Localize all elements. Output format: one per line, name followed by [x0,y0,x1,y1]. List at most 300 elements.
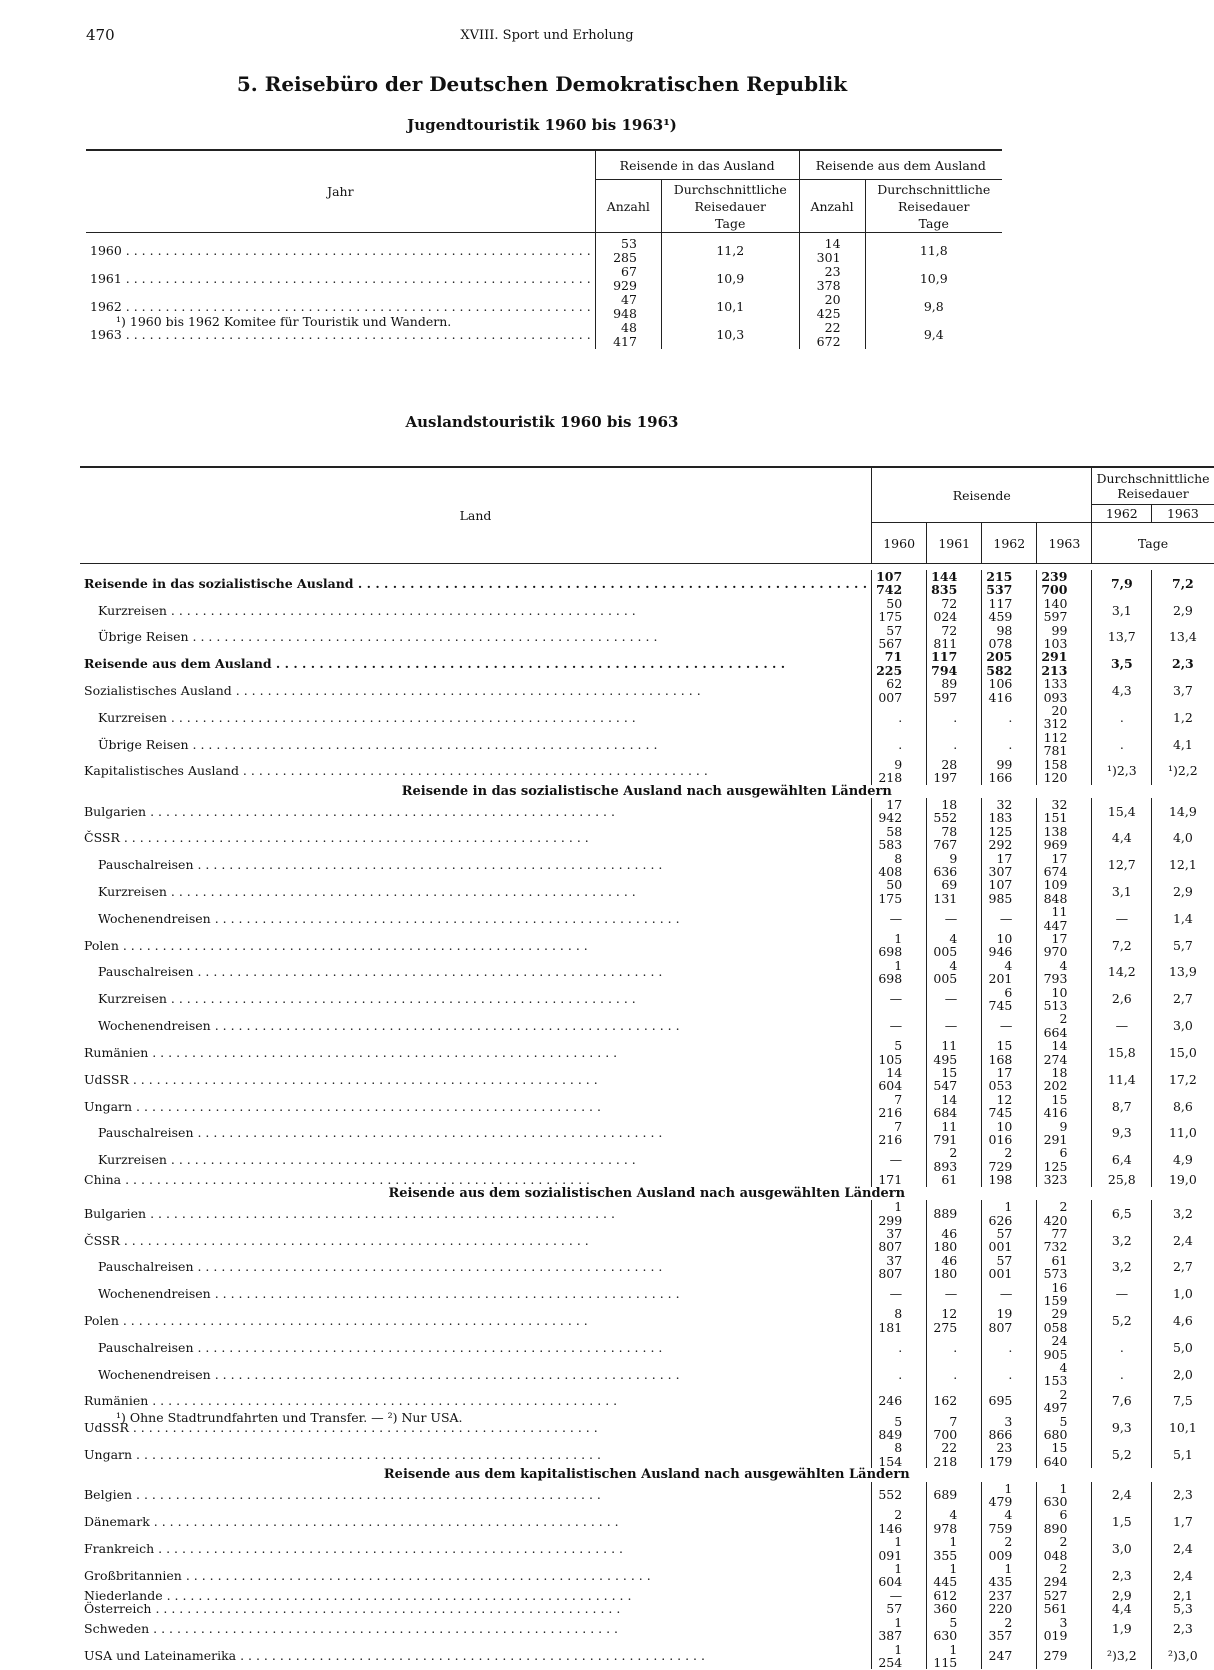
duration-cell: 3,0 [1152,1012,1214,1039]
table-row [80,624,1214,651]
travellers-cell: 78 767 [927,825,982,852]
table-row [86,233,1002,266]
travellers-cell: 140 597 [1037,597,1092,624]
duration-cell: 2,4 [1152,1562,1214,1589]
out-days-cell: 10,1 [661,293,799,321]
duration-cell: 2,3 [1152,1482,1214,1509]
row-label: China . . . [84,1172,590,1187]
travellers-cell: 1 387 [872,1616,927,1643]
travellers-cell: 6 745 [982,986,1037,1013]
duration-cell: 1,5 [1092,1508,1152,1535]
travellers-cell: — [927,905,982,932]
row-label: Wochenendreisen . . . [98,1367,680,1382]
duration-cell: 6,5 [1092,1200,1152,1227]
travellers-cell: 71 225 [872,650,927,677]
duration-cell: 15,8 [1092,1039,1152,1066]
table-row [80,1334,1214,1361]
travellers-cell: 50 175 [872,597,927,624]
table-row [80,1227,1214,1254]
travellers-cell: 57 567 [872,624,927,651]
to-abroad-header: Reisende in das Ausland [595,150,799,180]
travellers-cell: 171 [872,1173,927,1186]
country-cell [80,597,872,624]
table-row [86,265,1002,293]
travellers-cell: . [982,704,1037,731]
travellers-cell: — [927,1281,982,1308]
row-label: UdSSR . . . [84,1072,598,1087]
chapter-heading: XVIII. Sport und Erholung [460,28,634,43]
travellers-cell: 22 218 [927,1441,982,1468]
row-label: Schweden . . . [84,1621,618,1636]
country-cell [80,1441,872,1468]
travellers-cell: — [927,986,982,1013]
country-cell [80,1093,872,1120]
table-row [80,1093,1214,1120]
travellers-cell: 689 [927,1482,982,1509]
travellers-cell: — [872,1589,927,1602]
row-label: Kurzreisen . . . [98,603,636,618]
foreign-footnote: ¹) Ohne Stadtrundfahrten und Transfer. — ²) Nur USA. [116,1410,463,1425]
travellers-cell: 98 078 [982,624,1037,651]
duration-cell: 1,9 [1092,1616,1152,1643]
country-cell [80,1535,872,1562]
duration-cell: 9,3 [1092,1120,1152,1147]
row-label: Rumänien . . . [84,1045,617,1060]
travellers-cell: 18 202 [1037,1066,1092,1093]
table-row [80,1482,1214,1509]
travellers-cell: 72 811 [927,624,982,651]
country-cell [80,758,872,785]
row-label: USA und Lateinamerika . . . [84,1648,705,1663]
duration-cell: 4,6 [1152,1307,1214,1334]
row-label: Frankreich . . . [84,1541,623,1556]
table-row [80,570,1214,597]
country-cell [80,959,872,986]
year-cell [86,233,595,266]
duration-cell: 12,7 [1092,852,1152,879]
duration-cell: 5,0 [1152,1334,1214,1361]
travellers-cell: 8 181 [872,1307,927,1334]
duration-cell: 14,9 [1152,798,1214,825]
travellers-cell: . [872,1361,927,1388]
table-row [80,1508,1214,1535]
travellers-cell: 360 [927,1602,982,1615]
youth-table-title: Jugendtouristik 1960 bis 1963¹) [407,116,677,134]
row-label: Pauschalreisen . . . [98,1340,662,1355]
country-cell [80,1602,872,1615]
duration-cell: 4,9 [1152,1146,1214,1173]
duration-cell: ¹)2,3 [1092,758,1152,785]
duration-cell: 3,2 [1092,1254,1152,1281]
travellers-cell: 106 416 [982,677,1037,704]
table-row [80,1307,1214,1334]
row-label: Pauschalreisen . . . [98,964,662,979]
in-count-cell: 22 672 [799,321,865,349]
duration-header: Durchschnittliche Reisedauer [1092,467,1214,505]
table-row [80,1120,1214,1147]
travellers-cell: 237 [982,1589,1037,1602]
travellers-cell: 8 154 [872,1441,927,1468]
travellers-cell: . [872,704,927,731]
travellers-cell: 2 048 [1037,1535,1092,1562]
travellers-cell: . [982,731,1037,758]
block-title-row [80,785,1214,798]
country-cell [80,852,872,879]
duration-cell: 14,2 [1092,959,1152,986]
travellers-cell: 612 [927,1589,982,1602]
row-label: Pauschalreisen . . . [98,1125,662,1140]
duration-cell: 7,5 [1152,1388,1214,1415]
days-header: Tage [1092,523,1214,564]
block-title-row [80,1468,1214,1481]
out-days-cell: 10,9 [661,265,799,293]
duration-cell: 8,7 [1092,1093,1152,1120]
in-count-header: Anzahl [799,180,865,233]
country-cell [80,1562,872,1589]
row-label: Bulgarien . . . [84,1206,615,1221]
travellers-cell: 46 180 [927,1254,982,1281]
duration-cell: 4,1 [1152,731,1214,758]
travellers-cell: 4 005 [927,959,982,986]
travellers-cell: . [872,731,927,758]
duration-cell: 2,4 [1152,1227,1214,1254]
travellers-cell: 279 [1037,1643,1092,1670]
travellers-cell: . [982,1361,1037,1388]
table-row [80,825,1214,852]
table-row [80,704,1214,731]
out-days-cell: 10,3 [661,321,799,349]
page-number: 470 [86,26,115,44]
country-cell [80,677,872,704]
duration-cell: 9,3 [1092,1415,1152,1442]
block-title: Reisende in das sozialistische Ausland nach ausgewählten Ländern [401,783,892,799]
duration-cell: 10,1 [1152,1415,1214,1442]
travellers-cell: 58 583 [872,825,927,852]
travellers-cell: 2 294 [1037,1562,1092,1589]
table-row [80,852,1214,879]
travellers-cell: 107 742 [872,570,927,597]
table-row [80,1602,1214,1615]
year-cell [86,265,595,293]
year-1960-header: 1960 [872,523,927,564]
country-cell [80,1482,872,1509]
duration-cell: 19,0 [1152,1173,1214,1186]
travellers-cell: 1 604 [872,1562,927,1589]
duration-cell: ²)3,2 [1092,1643,1152,1670]
travellers-cell: 11 791 [927,1120,982,1147]
row-label: Wochenendreisen . . . [98,1286,680,1301]
year-label: 1963 . . . [90,327,591,342]
travellers-cell: 1 479 [982,1482,1037,1509]
travellers-cell: 291 213 [1037,650,1092,677]
travellers-cell: 1 626 [982,1200,1037,1227]
duration-cell: 5,3 [1152,1602,1214,1615]
travellers-cell: 11 447 [1037,905,1092,932]
year-1963-header: 1963 [1037,523,1092,564]
travellers-cell: 24 905 [1037,1334,1092,1361]
table-row [80,1146,1214,1173]
country-cell [80,905,872,932]
travellers-header: Reisende [872,467,1092,523]
row-label: Niederlande . . . [84,1588,631,1603]
in-days-cell: 9,8 [865,293,1002,321]
travellers-cell: 5 680 [1037,1415,1092,1442]
country-cell [80,704,872,731]
table-row [80,1441,1214,1468]
duration-cell: 5,7 [1152,932,1214,959]
duration-cell: 2,9 [1152,597,1214,624]
year-header: Jahr [86,150,595,233]
travellers-cell: 1 630 [1037,1482,1092,1509]
travellers-cell: 158 120 [1037,758,1092,785]
table-row [80,986,1214,1013]
table-row [80,1643,1214,1670]
country-cell [80,1361,872,1388]
travellers-cell: 7 216 [872,1093,927,1120]
table-row [80,650,1214,677]
table-row [80,1535,1214,1562]
duration-cell: 15,4 [1092,798,1152,825]
table-row [80,959,1214,986]
travellers-cell: 138 969 [1037,825,1092,852]
travellers-cell: 2 009 [982,1535,1037,1562]
row-label: Ungarn . . . [84,1099,601,1114]
duration-cell: 4,0 [1152,825,1214,852]
duration-cell: 2,3 [1152,650,1214,677]
travellers-cell: 9 218 [872,758,927,785]
in-days-cell: 9,4 [865,321,1002,349]
country-cell [80,624,872,651]
duration-cell: 13,4 [1152,624,1214,651]
duration-cell: ¹)2,2 [1152,758,1214,785]
travellers-cell: 57 001 [982,1227,1037,1254]
travellers-cell: 12 745 [982,1093,1037,1120]
travellers-cell: 57 [872,1602,927,1615]
foreign-table-title: Auslandstouristik 1960 bis 1963 [405,413,679,431]
travellers-cell: 1 355 [927,1535,982,1562]
travellers-cell: 112 781 [1037,731,1092,758]
travellers-cell: 889 [927,1200,982,1227]
country-cell [80,1227,872,1254]
row-label: Pauschalreisen . . . [98,1259,662,1274]
travellers-cell: 125 292 [982,825,1037,852]
duration-cell: 2,7 [1152,1254,1214,1281]
out-count-header: Anzahl [595,180,661,233]
row-label: Kurzreisen . . . [98,884,636,899]
table-row [80,677,1214,704]
out-count-cell: 67 929 [595,265,661,293]
table-row [80,731,1214,758]
travellers-cell: — [927,1012,982,1039]
duration-cell: 5,2 [1092,1307,1152,1334]
duration-cell: 4,3 [1092,677,1152,704]
travellers-cell: 6 125 [1037,1146,1092,1173]
travellers-cell: . [982,1334,1037,1361]
travellers-cell: 14 684 [927,1093,982,1120]
travellers-cell: 14 274 [1037,1039,1092,1066]
country-cell [80,1281,872,1308]
travellers-cell: 17 053 [982,1066,1037,1093]
table-row [80,1200,1214,1227]
row-label: Übrige Reisen . . . [98,629,657,644]
travellers-cell: — [982,1281,1037,1308]
year-label: 1961 . . . [90,271,591,286]
duration-cell: . [1092,1361,1152,1388]
travellers-cell: 18 552 [927,798,982,825]
row-label: UdSSR . . . [84,1420,598,1435]
travellers-cell: 1 435 [982,1562,1037,1589]
country-cell [80,1254,872,1281]
travellers-cell: 19 807 [982,1307,1037,1334]
duration-cell: 2,9 [1152,878,1214,905]
travellers-cell: 69 131 [927,878,982,905]
country-cell [80,1307,872,1334]
country-cell [80,1200,872,1227]
table-row [80,798,1214,825]
block-title: Reisende aus dem sozialistischen Ausland nach ausgewählten Ländern [388,1185,906,1201]
travellers-cell: 1 698 [872,932,927,959]
travellers-cell: . [872,1334,927,1361]
duration-cell: 11,0 [1152,1120,1214,1147]
country-cell [80,825,872,852]
country-cell [80,1173,872,1186]
country-cell [80,1039,872,1066]
duration-cell: 3,2 [1152,1200,1214,1227]
travellers-cell: 15 168 [982,1039,1037,1066]
duration-cell: . [1092,704,1152,731]
travellers-cell: . [927,731,982,758]
duration-cell: ²)3,0 [1152,1643,1214,1670]
country-cell [80,650,872,677]
country-cell [80,1334,872,1361]
in-count-cell: 20 425 [799,293,865,321]
travellers-cell: 99 166 [982,758,1037,785]
travellers-cell: 62 007 [872,677,927,704]
travellers-cell: 4 201 [982,959,1037,986]
duration-cell: 2,3 [1092,1562,1152,1589]
duration-cell: 3,1 [1092,597,1152,624]
country-cell [80,1120,872,1147]
row-label: ČSSR . . . [84,1233,589,1248]
travellers-cell: 5 630 [927,1616,982,1643]
travellers-cell: 1 254 [872,1643,927,1670]
section-title: 5. Reisebüro der Deutschen Demokratischen Republik [236,72,848,96]
row-label: Polen . . . [84,938,588,953]
travellers-cell: 29 058 [1037,1307,1092,1334]
travellers-cell: 117 459 [982,597,1037,624]
row-label: Ungarn . . . [84,1447,601,1462]
dur-year-1962: 1962 [1092,505,1152,523]
duration-cell: 2,3 [1152,1616,1214,1643]
duration-cell: 4,4 [1092,825,1152,852]
duration-cell: 1,0 [1152,1281,1214,1308]
travellers-cell: — [982,1012,1037,1039]
row-label: Belgien . . . [84,1487,601,1502]
travellers-cell: 7 216 [872,1120,927,1147]
travellers-cell: 323 [1037,1173,1092,1186]
foreign-tourism-table [80,466,1214,1669]
travellers-cell: 99 103 [1037,624,1092,651]
travellers-cell: 3 019 [1037,1616,1092,1643]
table-row [80,878,1214,905]
travellers-cell: 32 183 [982,798,1037,825]
row-label: Polen . . . [84,1313,588,1328]
row-label: Bulgarien . . . [84,804,615,819]
row-label: Österreich . . . [84,1601,620,1616]
country-cell [80,878,872,905]
country-cell [80,570,872,597]
travellers-cell: 2 357 [982,1616,1037,1643]
travellers-cell: 162 [927,1388,982,1415]
travellers-cell: 5 105 [872,1039,927,1066]
duration-cell: 2,1 [1152,1589,1214,1602]
travellers-cell: 247 [982,1643,1037,1670]
duration-cell: 7,6 [1092,1388,1152,1415]
travellers-cell: 10 946 [982,932,1037,959]
row-label: Reisende in das sozialistische Ausland . . . [84,576,867,591]
table-row [80,1361,1214,1388]
travellers-cell: 3 866 [982,1415,1037,1442]
travellers-cell: — [872,1146,927,1173]
row-label: Pauschalreisen . . . [98,857,662,872]
travellers-cell: 9 291 [1037,1120,1092,1147]
duration-cell: . [1092,731,1152,758]
country-cell [80,932,872,959]
travellers-cell: 2 729 [982,1146,1037,1173]
duration-cell: 7,2 [1152,570,1214,597]
row-label: Reisende aus dem Ausland . . . [84,656,785,671]
duration-cell: 6,4 [1092,1146,1152,1173]
travellers-cell: 1 115 [927,1643,982,1670]
year-label: 1962 . . . [90,299,591,314]
in-days-cell: 11,8 [865,233,1002,266]
travellers-cell: 117 794 [927,650,982,677]
duration-cell: 3,5 [1092,650,1152,677]
travellers-cell: 6 890 [1037,1508,1092,1535]
block-title: Reisende aus dem kapitalistischen Ausland nach ausgewählten Ländern [383,1467,910,1483]
country-cell [80,1508,872,1535]
travellers-cell: 133 093 [1037,677,1092,704]
travellers-cell: 77 732 [1037,1227,1092,1254]
dur-year-1963: 1963 [1152,505,1214,523]
out-duration-header: Durchschnittliche Reisedauer Tage [661,180,799,233]
row-label: Großbritannien . . . [84,1568,651,1583]
duration-cell: 2,0 [1152,1361,1214,1388]
duration-cell: 7,9 [1092,570,1152,597]
duration-cell: 11,4 [1092,1066,1152,1093]
country-cell [80,1616,872,1643]
travellers-cell: 2 497 [1037,1388,1092,1415]
travellers-cell: — [872,1281,927,1308]
country-cell [80,1146,872,1173]
travellers-cell: . [927,704,982,731]
duration-cell: 2,4 [1092,1482,1152,1509]
travellers-cell: . [927,1334,982,1361]
row-label: Wochenendreisen . . . [98,1018,680,1033]
travellers-cell: 561 [1037,1602,1092,1615]
duration-cell: 8,6 [1152,1093,1214,1120]
travellers-cell: 2 664 [1037,1012,1092,1039]
duration-cell: 2,7 [1152,986,1214,1013]
in-count-cell: 14 301 [799,233,865,266]
row-label: Sozialistisches Ausland . . . [84,683,701,698]
travellers-cell: 61 [927,1173,982,1186]
table-row [80,905,1214,932]
country-cell [80,1066,872,1093]
travellers-cell: 4 978 [927,1508,982,1535]
duration-cell: . [1092,1334,1152,1361]
row-label: Wochenendreisen . . . [98,911,680,926]
